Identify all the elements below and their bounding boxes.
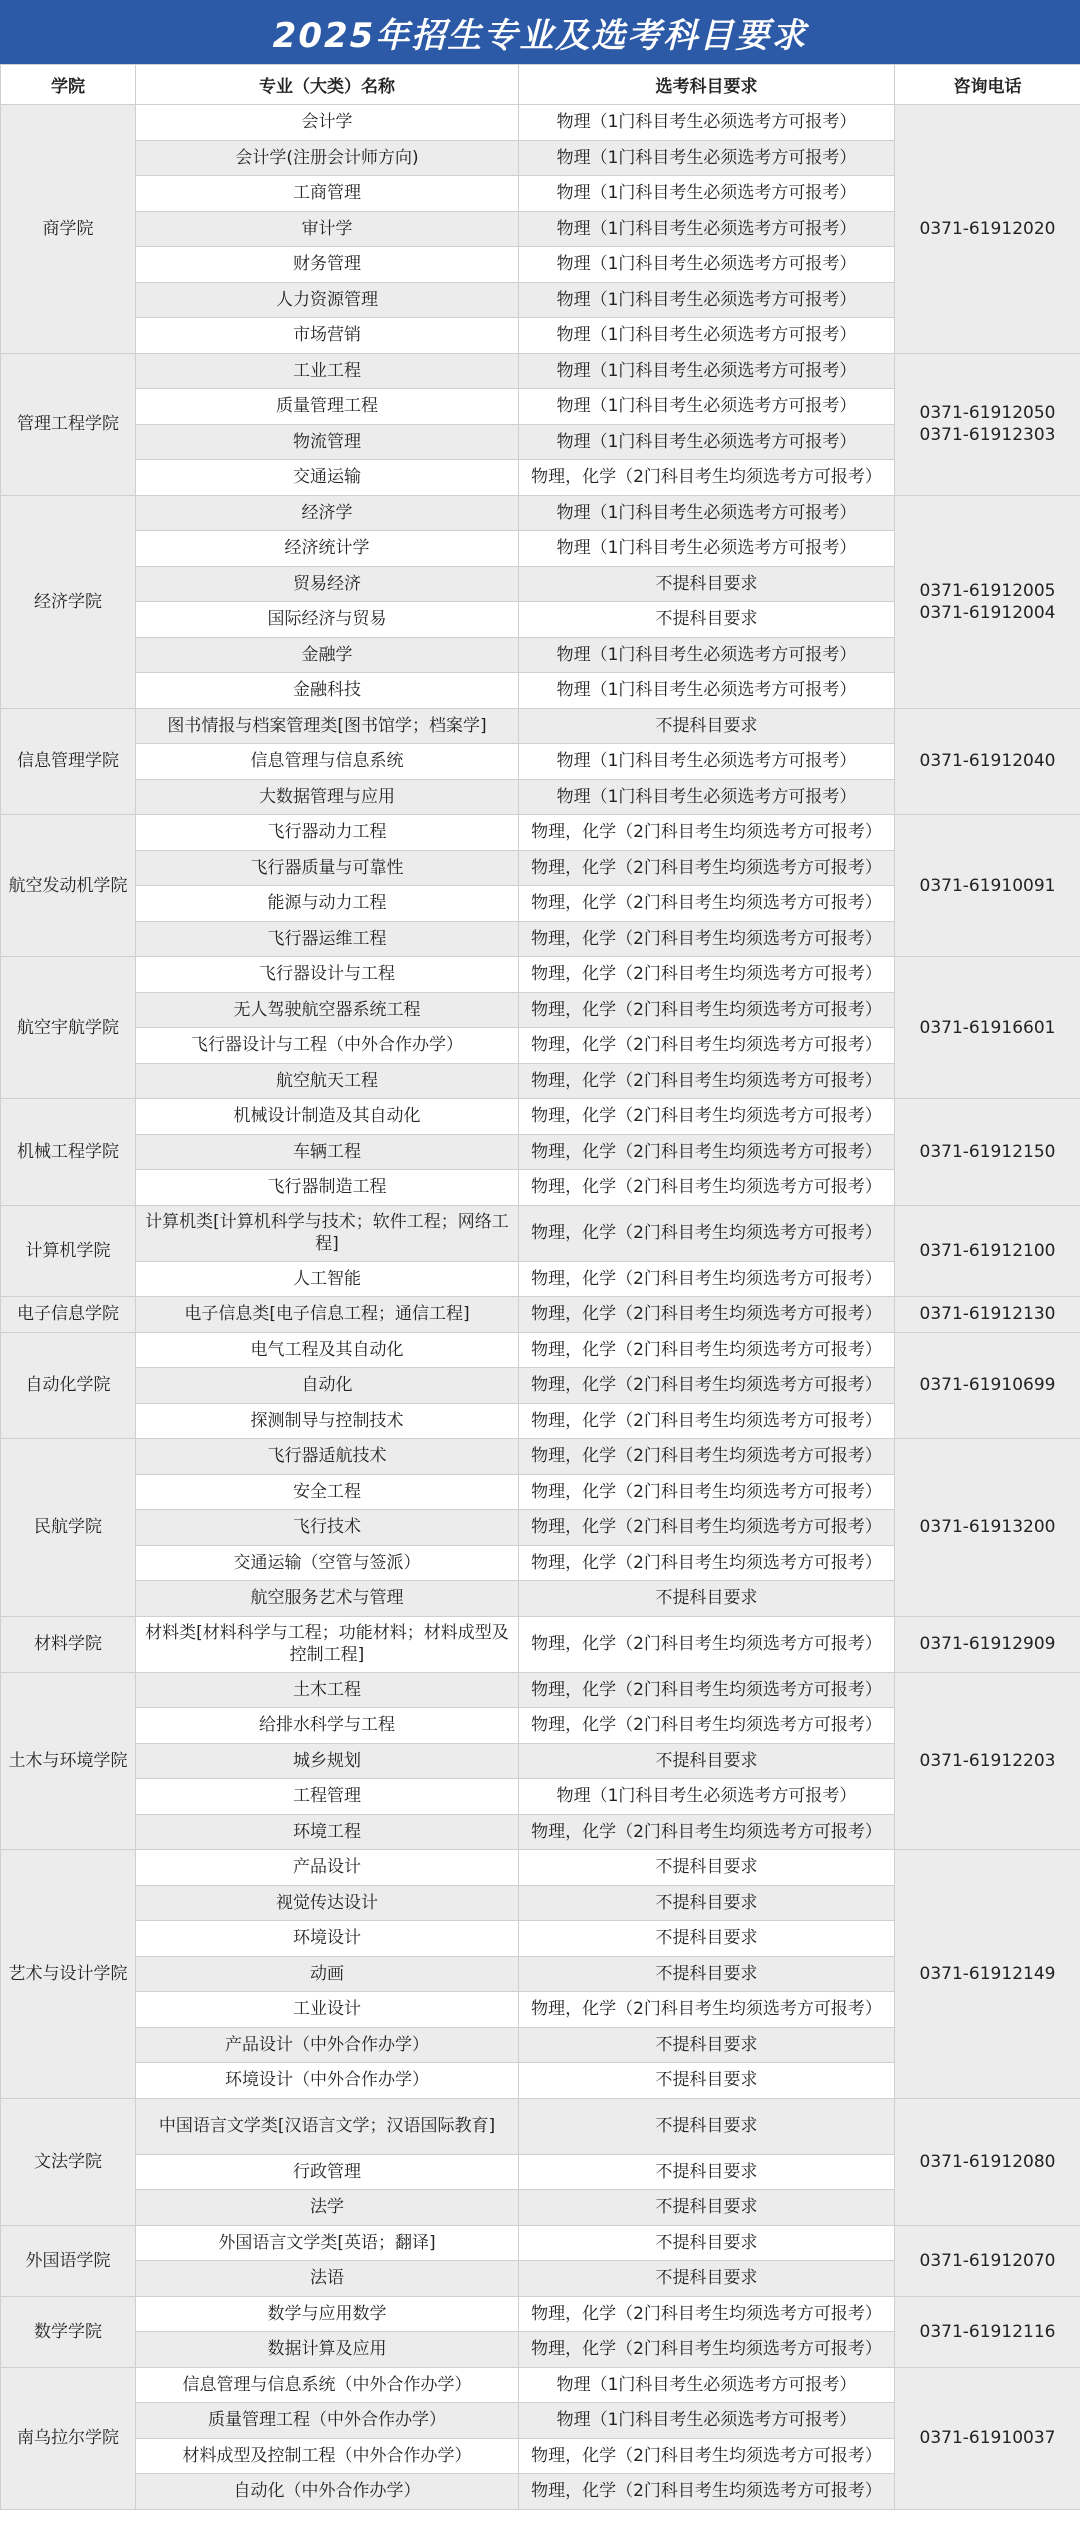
major-name: 质量管理工程（中外合作办学）: [136, 2403, 519, 2439]
major-name: 交通运输（空管与签派）: [136, 1545, 519, 1581]
subject-requirement: 物理（1门科目考生必须选考方可报考）: [519, 140, 895, 176]
phone-number: 0371-61910037: [919, 2428, 1056, 2448]
subject-requirement: 不提科目要求: [519, 2225, 895, 2261]
table-row: [1, 815, 1080, 851]
table-row: [1, 2367, 1080, 2403]
school-name: 文法学院: [1, 2098, 136, 2225]
phone-number: 0371-61912020: [919, 218, 1056, 239]
subject-requirement: 不提科目要求: [519, 566, 895, 602]
contact-phone: [895, 1205, 1080, 1297]
subject-requirement: 物理，化学（2门科目考生均须选考方可报考）: [519, 1474, 895, 1510]
header-phone: 咨询电话: [895, 65, 1080, 105]
phone-number: 0371-61910699: [919, 1375, 1056, 1396]
subject-requirement: 物理，化学（2门科目考生均须选考方可报考）: [519, 1134, 895, 1170]
table-row: [1, 1297, 1080, 1333]
major-name: 国际经济与贸易: [136, 602, 519, 638]
subject-requirement: 不提科目要求: [519, 1956, 895, 1992]
school-name: 自动化学院: [1, 1332, 136, 1439]
school-name: 电子信息学院: [1, 1297, 136, 1333]
subject-requirement: 物理，化学（2门科目考生均须选考方可报考）: [519, 992, 895, 1028]
major-name: 金融学: [136, 637, 519, 673]
contact-phone: [895, 815, 1080, 957]
subject-requirement: 不提科目要求: [519, 1850, 895, 1886]
subject-requirement: 物理（1门科目考生必须选考方可报考）: [519, 247, 895, 283]
header-school: 学院: [1, 65, 136, 105]
subject-requirement: 物理，化学（2门科目考生均须选考方可报考）: [519, 1814, 895, 1850]
phone-number: 0371-61912080: [919, 2151, 1056, 2172]
contact-phone: [895, 2367, 1080, 2509]
contact-phone: [895, 1616, 1080, 1672]
subject-requirement: 不提科目要求: [519, 1885, 895, 1921]
major-name: 材料类[材料科学与工程；功能材料；材料成型及控制工程]: [136, 1616, 519, 1672]
school-name: 艺术与设计学院: [1, 1850, 136, 2099]
major-name: 产品设计（中外合作办学）: [136, 2027, 519, 2063]
contact-phone: [895, 957, 1080, 1099]
subject-requirement: 不提科目要求: [519, 2154, 895, 2190]
table-row: [1, 708, 1080, 744]
phone-number: 0371-61912040: [919, 751, 1056, 772]
table-row: [1, 1205, 1080, 1261]
phone-number: 0371-61913200: [919, 1517, 1056, 1538]
subject-requirement: 物理，化学（2门科目考生均须选考方可报考）: [519, 921, 895, 957]
school-name: 民航学院: [1, 1439, 136, 1617]
subject-requirement: 物理（1门科目考生必须选考方可报考）: [519, 318, 895, 354]
subject-requirement: 物理，化学（2门科目考生均须选考方可报考）: [519, 2332, 895, 2368]
major-name: 航空服务艺术与管理: [136, 1581, 519, 1617]
major-name: 土木工程: [136, 1672, 519, 1708]
table-row: [1, 495, 1080, 531]
major-name: 城乡规划: [136, 1743, 519, 1779]
subject-requirement: 物理（1门科目考生必须选考方可报考）: [519, 424, 895, 460]
subject-requirement: 物理（1门科目考生必须选考方可报考）: [519, 282, 895, 318]
school-name: 航空宇航学院: [1, 957, 136, 1099]
subject-requirement: 不提科目要求: [519, 602, 895, 638]
school-name: 土木与环境学院: [1, 1672, 136, 1850]
table-row: [1, 1672, 1080, 1708]
contact-phone: [895, 105, 1080, 354]
subject-requirement: 物理，化学（2门科目考生均须选考方可报考）: [519, 1297, 895, 1333]
subject-requirement: 物理，化学（2门科目考生均须选考方可报考）: [519, 1439, 895, 1475]
major-name: 法语: [136, 2261, 519, 2297]
phone-number: 0371-61912909: [919, 1634, 1056, 1654]
subject-requirement: 物理，化学（2门科目考生均须选考方可报考）: [519, 1545, 895, 1581]
major-name: 飞行器制造工程: [136, 1170, 519, 1206]
subject-requirement: 物理，化学（2门科目考生均须选考方可报考）: [519, 1261, 895, 1297]
table-row: [1, 105, 1080, 141]
subject-requirement: 物理（1门科目考生必须选考方可报考）: [519, 211, 895, 247]
major-name: 经济统计学: [136, 531, 519, 567]
phone-number: 0371-61912070: [919, 2250, 1056, 2271]
major-name: 飞行器适航技术: [136, 1439, 519, 1475]
phone-number: 0371-61912005: [919, 580, 1056, 601]
major-name: 环境设计（中外合作办学）: [136, 2063, 519, 2099]
header-requirement: 选考科目要求: [519, 65, 895, 105]
subject-requirement: 物理（1门科目考生必须选考方可报考）: [519, 2367, 895, 2403]
subject-requirement: 不提科目要求: [519, 2063, 895, 2099]
contact-phone: [895, 1332, 1080, 1439]
subject-requirement: 物理（1门科目考生必须选考方可报考）: [519, 744, 895, 780]
major-name: 飞行器设计与工程: [136, 957, 519, 993]
subject-requirement: 物理，化学（2门科目考生均须选考方可报考）: [519, 1063, 895, 1099]
major-name: 数学与应用数学: [136, 2296, 519, 2332]
table-row: [1, 1439, 1080, 1475]
major-name: 产品设计: [136, 1850, 519, 1886]
major-name: 数据计算及应用: [136, 2332, 519, 2368]
subject-requirement: 物理，化学（2门科目考生均须选考方可报考）: [519, 1368, 895, 1404]
major-name: 金融科技: [136, 673, 519, 709]
subject-requirement: 物理，化学（2门科目考生均须选考方可报考）: [519, 1170, 895, 1206]
major-name: 人工智能: [136, 1261, 519, 1297]
contact-phone: [895, 495, 1080, 708]
major-name: 图书情报与档案管理类[图书馆学；档案学]: [136, 708, 519, 744]
subject-requirement: 物理，化学（2门科目考生均须选考方可报考）: [519, 886, 895, 922]
subject-requirement: 物理，化学（2门科目考生均须选考方可报考）: [519, 1672, 895, 1708]
major-name: 车辆工程: [136, 1134, 519, 1170]
table-row: [1, 2225, 1080, 2261]
contact-phone: [895, 1297, 1080, 1333]
major-name: 工业工程: [136, 353, 519, 389]
major-name: 外国语言文学类[英语；翻译]: [136, 2225, 519, 2261]
major-name: 探测制导与控制技术: [136, 1403, 519, 1439]
contact-phone: [895, 2296, 1080, 2367]
major-name: 信息管理与信息系统（中外合作办学）: [136, 2367, 519, 2403]
major-name: 视觉传达设计: [136, 1885, 519, 1921]
subject-requirement: 物理（1门科目考生必须选考方可报考）: [519, 2403, 895, 2439]
phone-number: 0371-61910091: [919, 875, 1056, 896]
subject-requirement: 物理，化学（2门科目考生均须选考方可报考）: [519, 1616, 895, 1672]
subject-requirement: 不提科目要求: [519, 2027, 895, 2063]
major-name: 工业设计: [136, 1992, 519, 2028]
subject-requirement: 物理，化学（2门科目考生均须选考方可报考）: [519, 1403, 895, 1439]
subject-requirement: 物理，化学（2门科目考生均须选考方可报考）: [519, 1510, 895, 1546]
major-name: 财务管理: [136, 247, 519, 283]
subject-requirement: 不提科目要求: [519, 1921, 895, 1957]
subject-requirement: 物理，化学（2门科目考生均须选考方可报考）: [519, 1708, 895, 1744]
subject-requirement: 物理，化学（2门科目考生均须选考方可报考）: [519, 1205, 895, 1261]
subject-requirement: 物理，化学（2门科目考生均须选考方可报考）: [519, 1099, 895, 1135]
subject-requirement: 物理，化学（2门科目考生均须选考方可报考）: [519, 2296, 895, 2332]
table-row: [1, 2098, 1080, 2154]
phone-number: 0371-61912303: [919, 425, 1056, 445]
school-name: 商学院: [1, 105, 136, 354]
table-row: [1, 1850, 1080, 1886]
subject-requirement: 物理，化学（2门科目考生均须选考方可报考）: [519, 2438, 895, 2474]
major-name: 大数据管理与应用: [136, 779, 519, 815]
major-name: 工商管理: [136, 176, 519, 212]
subject-requirement: 物理，化学（2门科目考生均须选考方可报考）: [519, 1992, 895, 2028]
major-name: 飞行器动力工程: [136, 815, 519, 851]
major-name: 会计学: [136, 105, 519, 141]
school-name: 数学学院: [1, 2296, 136, 2367]
major-name: 工程管理: [136, 1779, 519, 1815]
major-name: 电气工程及其自动化: [136, 1332, 519, 1368]
contact-phone: [895, 2098, 1080, 2225]
subject-requirement: 不提科目要求: [519, 2261, 895, 2297]
major-name: 自动化（中外合作办学）: [136, 2474, 519, 2510]
admission-table: [0, 64, 1080, 2510]
subject-requirement: 物理（1门科目考生必须选考方可报考）: [519, 353, 895, 389]
contact-phone: [895, 1672, 1080, 1850]
major-name: 环境工程: [136, 1814, 519, 1850]
subject-requirement: 物理，化学（2门科目考生均须选考方可报考）: [519, 957, 895, 993]
contact-phone: [895, 1850, 1080, 2099]
school-name: 信息管理学院: [1, 708, 136, 815]
major-name: 经济学: [136, 495, 519, 531]
major-name: 飞行器设计与工程（中外合作办学）: [136, 1028, 519, 1064]
phone-number: 0371-61912100: [919, 1240, 1056, 1261]
subject-requirement: 物理（1门科目考生必须选考方可报考）: [519, 105, 895, 141]
subject-requirement: 不提科目要求: [519, 708, 895, 744]
major-name: 物流管理: [136, 424, 519, 460]
phone-number: 0371-61912203: [919, 1750, 1056, 1771]
table-row: [1, 353, 1080, 389]
major-name: 环境设计: [136, 1921, 519, 1957]
phone-number: 0371-61912004: [919, 602, 1056, 623]
table-row: [1, 1099, 1080, 1135]
subject-requirement: 物理（1门科目考生必须选考方可报考）: [519, 495, 895, 531]
school-name: 航空发动机学院: [1, 815, 136, 957]
subject-requirement: 不提科目要求: [519, 2098, 895, 2154]
school-name: 外国语学院: [1, 2225, 136, 2296]
phone-number: 0371-61912116: [919, 2321, 1056, 2342]
major-name: 航空航天工程: [136, 1063, 519, 1099]
school-name: 机械工程学院: [1, 1099, 136, 1206]
table-row: [1, 1332, 1080, 1368]
header-major: 专业（大类）名称: [136, 65, 519, 105]
major-name: 信息管理与信息系统: [136, 744, 519, 780]
subject-requirement: 物理（1门科目考生必须选考方可报考）: [519, 673, 895, 709]
school-name: 计算机学院: [1, 1205, 136, 1297]
subject-requirement: 物理，化学（2门科目考生均须选考方可报考）: [519, 815, 895, 851]
table-row: [1, 2296, 1080, 2332]
school-name: 经济学院: [1, 495, 136, 708]
major-name: 中国语言文学类[汉语言文学；汉语国际教育]: [136, 2098, 519, 2154]
subject-requirement: 物理（1门科目考生必须选考方可报考）: [519, 1779, 895, 1815]
major-name: 审计学: [136, 211, 519, 247]
major-name: 无人驾驶航空器系统工程: [136, 992, 519, 1028]
major-name: 机械设计制造及其自动化: [136, 1099, 519, 1135]
contact-phone: [895, 1439, 1080, 1617]
contact-phone: [895, 1099, 1080, 1206]
major-name: 动画: [136, 1956, 519, 1992]
school-name: 南乌拉尔学院: [1, 2367, 136, 2509]
subject-requirement: 物理，化学（2门科目考生均须选考方可报考）: [519, 2474, 895, 2510]
contact-phone: [895, 2225, 1080, 2296]
major-name: 市场营销: [136, 318, 519, 354]
phone-number: 0371-61912150: [919, 1141, 1056, 1162]
major-name: 给排水科学与工程: [136, 1708, 519, 1744]
school-name: 管理工程学院: [1, 353, 136, 495]
major-name: 能源与动力工程: [136, 886, 519, 922]
subject-requirement: 不提科目要求: [519, 1581, 895, 1617]
table-row: [1, 1616, 1080, 1672]
major-name: 法学: [136, 2190, 519, 2226]
school-name: 材料学院: [1, 1616, 136, 1672]
subject-requirement: 物理（1门科目考生必须选考方可报考）: [519, 176, 895, 212]
major-name: 人力资源管理: [136, 282, 519, 318]
major-name: 行政管理: [136, 2154, 519, 2190]
major-name: 会计学(注册会计师方向): [136, 140, 519, 176]
subject-requirement: 物理（1门科目考生必须选考方可报考）: [519, 531, 895, 567]
subject-requirement: 物理，化学（2门科目考生均须选考方可报考）: [519, 1028, 895, 1064]
major-name: 交通运输: [136, 460, 519, 496]
subject-requirement: 物理（1门科目考生必须选考方可报考）: [519, 389, 895, 425]
phone-number: 0371-61912050: [919, 403, 1056, 423]
subject-requirement: 物理（1门科目考生必须选考方可报考）: [519, 779, 895, 815]
contact-phone: [895, 353, 1080, 495]
subject-requirement: 物理，化学（2门科目考生均须选考方可报考）: [519, 460, 895, 496]
major-name: 飞行器运维工程: [136, 921, 519, 957]
page-title: 2025年招生专业及选考科目要求: [0, 0, 1080, 64]
major-name: 计算机类[计算机科学与技术；软件工程；网络工程]: [136, 1205, 519, 1261]
phone-number: 0371-61916601: [919, 1017, 1056, 1038]
subject-requirement: 物理（1门科目考生必须选考方可报考）: [519, 637, 895, 673]
major-name: 电子信息类[电子信息工程；通信工程]: [136, 1297, 519, 1333]
major-name: 自动化: [136, 1368, 519, 1404]
phone-number: 0371-61912130: [919, 1304, 1056, 1325]
phone-number: 0371-61912149: [919, 1963, 1056, 1984]
contact-phone: [895, 708, 1080, 815]
subject-requirement: 不提科目要求: [519, 1743, 895, 1779]
major-name: 飞行器质量与可靠性: [136, 850, 519, 886]
subject-requirement: 物理，化学（2门科目考生均须选考方可报考）: [519, 850, 895, 886]
subject-requirement: 不提科目要求: [519, 2190, 895, 2226]
major-name: 贸易经济: [136, 566, 519, 602]
subject-requirement: 物理，化学（2门科目考生均须选考方可报考）: [519, 1332, 895, 1368]
major-name: 材料成型及控制工程（中外合作办学）: [136, 2438, 519, 2474]
table-row: [1, 957, 1080, 993]
table-body: [1, 105, 1080, 2510]
major-name: 安全工程: [136, 1474, 519, 1510]
major-name: 质量管理工程: [136, 389, 519, 425]
header-row: [1, 65, 1080, 105]
major-name: 飞行技术: [136, 1510, 519, 1546]
